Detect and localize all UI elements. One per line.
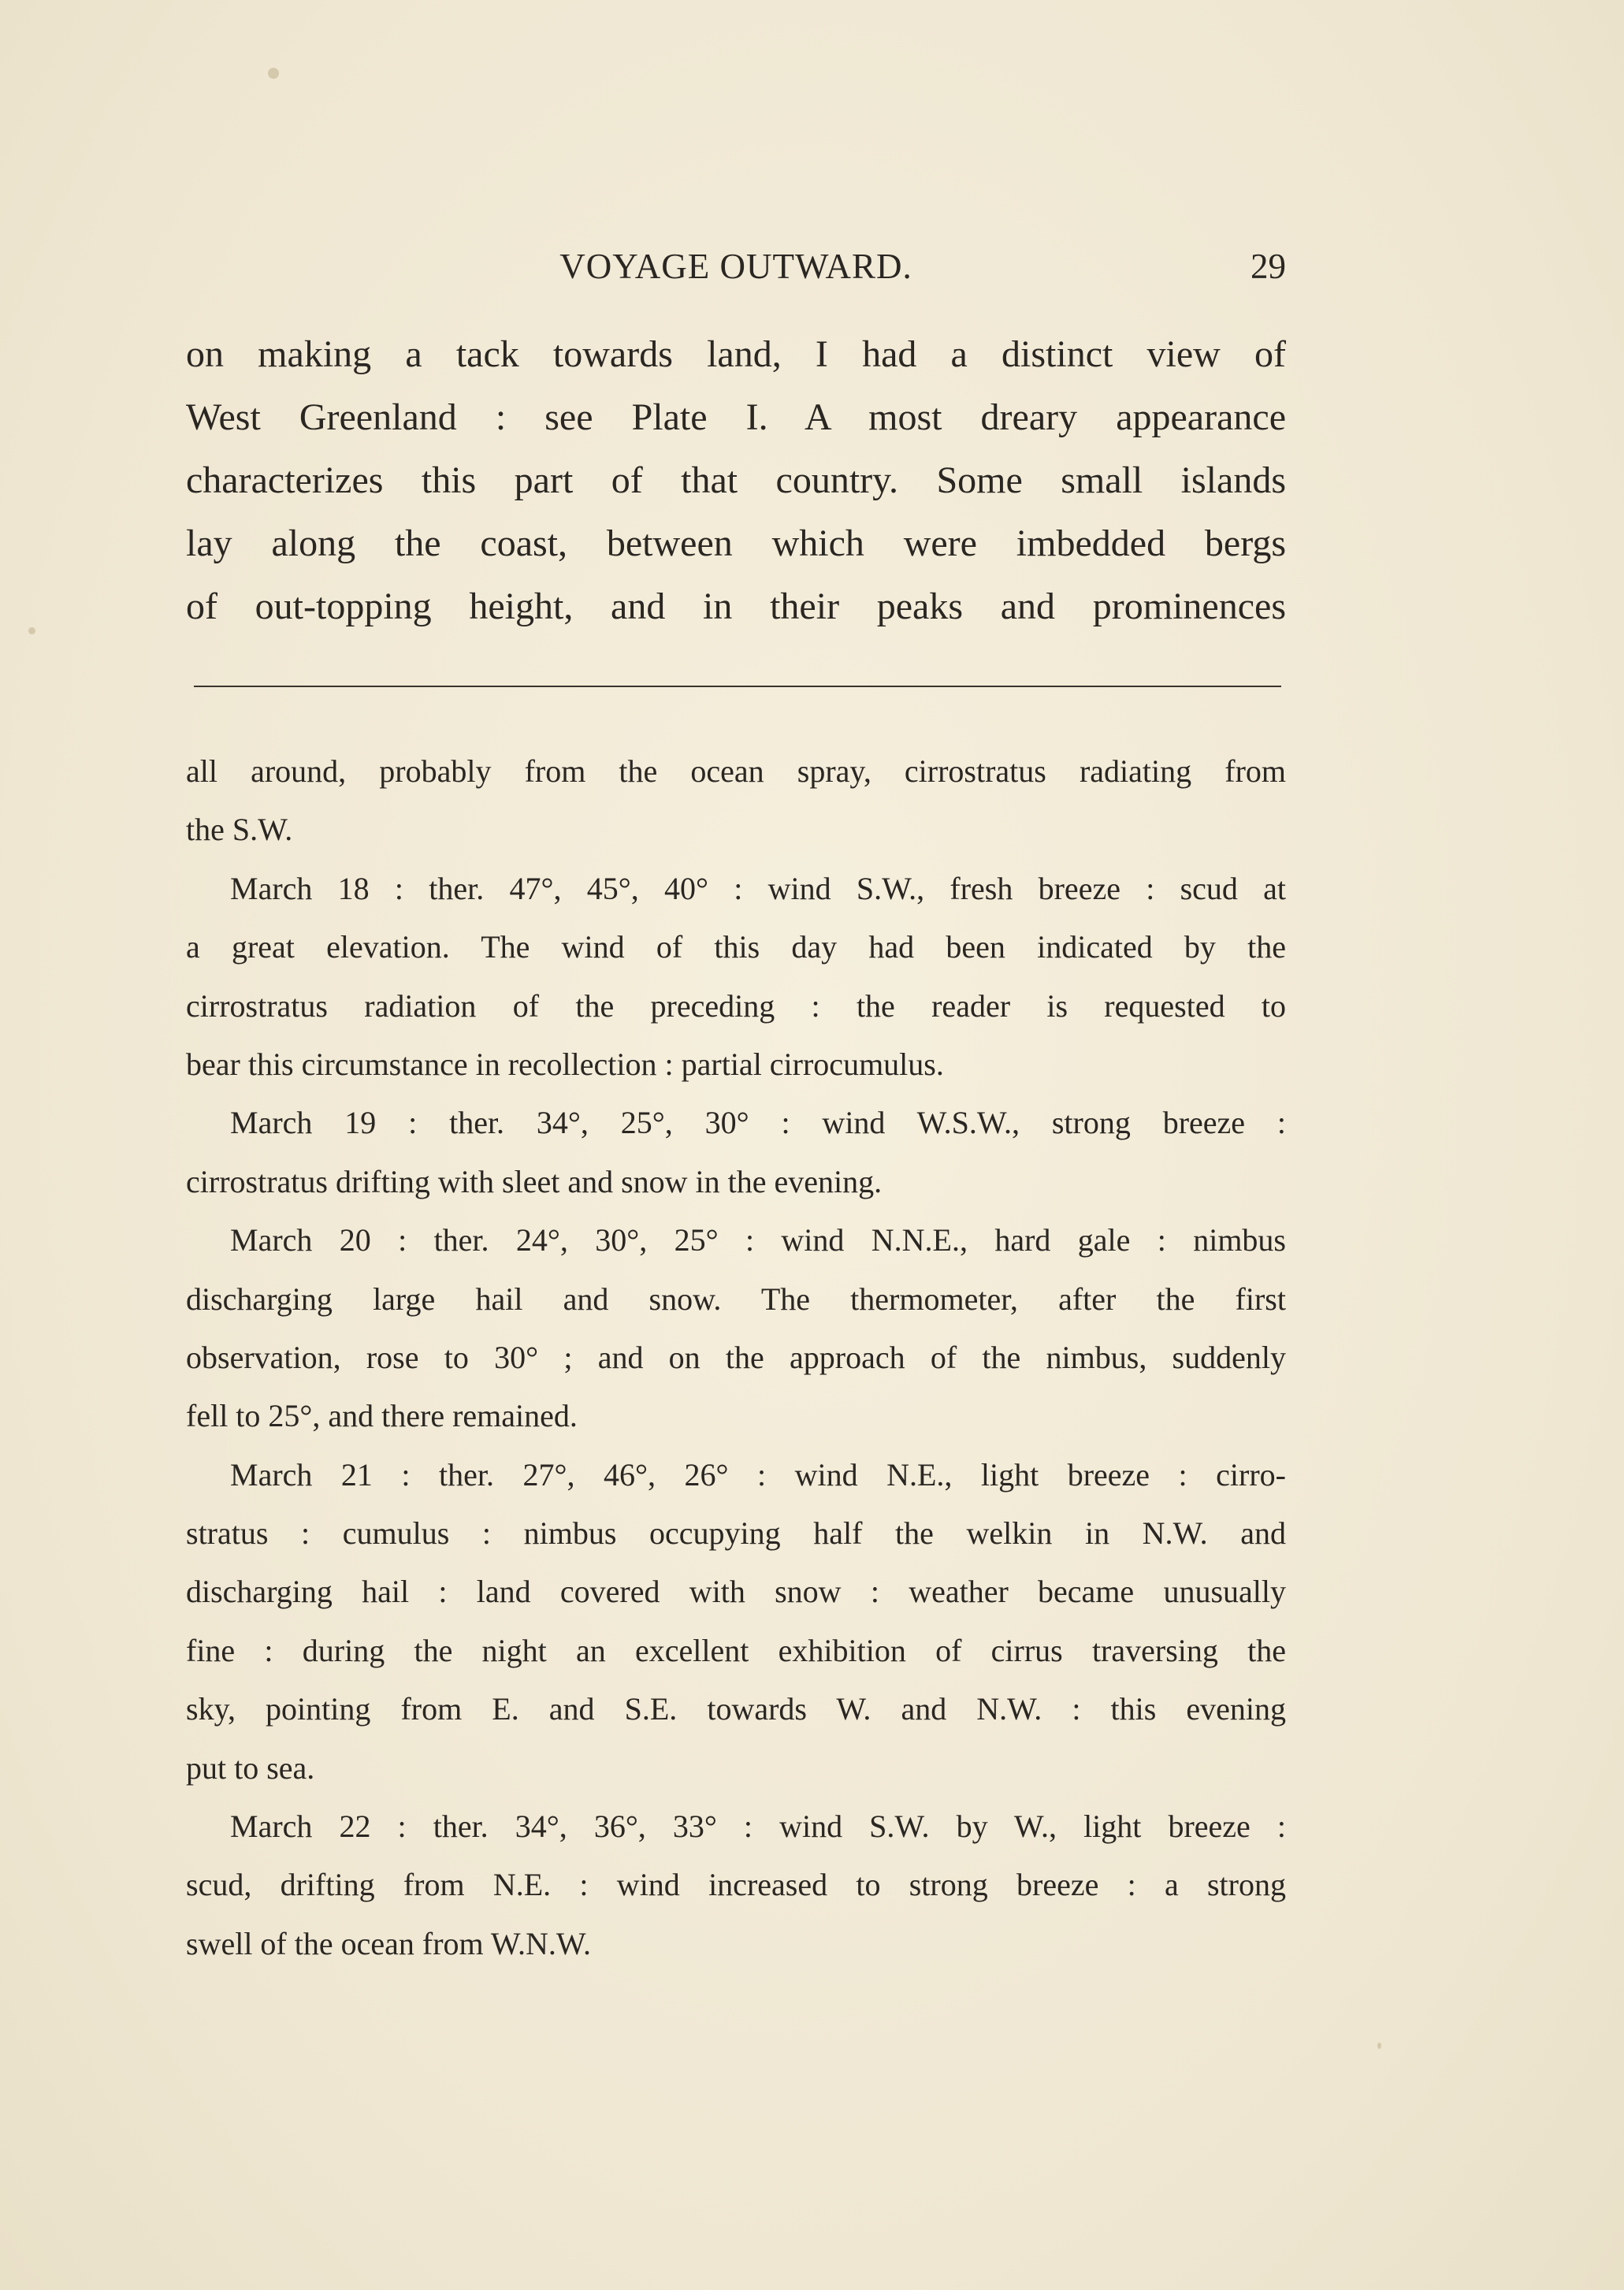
footnote-line: bear this circumstance in recollection : partial cirrocumulus. [186,1046,944,1082]
main-text-line: lay along the coast, between which were imbedded bergs [186,522,1286,564]
main-text-paragraph [186,323,1286,638]
footnote-line: discharging hail : land covered with snow : weather became unusually [186,1574,1286,1610]
running-title: VOYAGE OUTWARD. [559,247,912,286]
footnote-entry-march-19: March 19 : ther. 34°, 25°, 30° : wind W.S.W., strong breeze : [230,1105,1286,1141]
footnote-line: discharging large hail and snow. The thermometer, after the first [186,1281,1286,1317]
footnote-line: cirrostratus radiation of the preceding : the reader is requested to [186,987,1286,1024]
page-number: 29 [1251,247,1286,286]
footnote-entry-march-22: March 22 : ther. 34°, 36°, 33° : wind S.W. by W., light breeze : [230,1809,1286,1845]
footnote-line: fell to 25°, and there remained. [186,1398,578,1434]
footnote-block [186,742,1286,1973]
paper-speck [28,627,35,634]
main-text-line: of out-topping height, and in their peaks and prominences [186,586,1286,627]
footnote-entry-march-18: March 18 : ther. 47°, 45°, 40° : wind S.W., fresh breeze : scud at [230,870,1286,906]
footnote-entry-march-20: March 20 : ther. 24°, 30°, 25° : wind N.N.E., hard gale : nimbus [230,1222,1286,1258]
footnote-line: the S.W. [186,812,293,848]
footnote-line: a great elevation. The wind of this day had been indicated by the [186,929,1286,965]
footnote-line: swell of the ocean from W.N.W. [186,1925,591,1961]
main-text-line: West Greenland : see Plate I. A most dreary appearance [186,396,1286,438]
footnote-line: scud, drifting from N.E. : wind increased to strong breeze : a strong [186,1867,1286,1903]
footnote-line: stratus : cumulus : nimbus occupying half the welkin in N.W. and [186,1515,1286,1552]
footnote-line: cirrostratus drifting with sleet and snow in the evening. [186,1163,883,1199]
paper-speck [268,68,279,79]
footnote-line: all around, probably from the ocean spray, cirrostratus radiating from [186,753,1286,789]
main-text-line: on making a tack towards land, I had a distinct view of [186,333,1286,375]
paper-speck [1377,2043,1381,2049]
footnote-line: sky, pointing from E. and S.E. towards W. and N.W. : this evening [186,1691,1286,1727]
footnote-line: put to sea. [186,1749,315,1786]
running-head [186,243,1286,290]
footnote-line: observation, rose to 30° ; and on the approach of the nimbus, suddenly [186,1339,1286,1375]
footnote-line: fine : during the night an excellent exhibition of cirrus traversing the [186,1632,1286,1668]
footnote-entry-march-21: March 21 : ther. 27°, 46°, 26° : wind N.E., light breeze : cirro- [230,1456,1286,1493]
footnote-separator-rule [194,686,1281,687]
main-text-line: characterizes this part of that country. Some small islands [186,459,1286,501]
